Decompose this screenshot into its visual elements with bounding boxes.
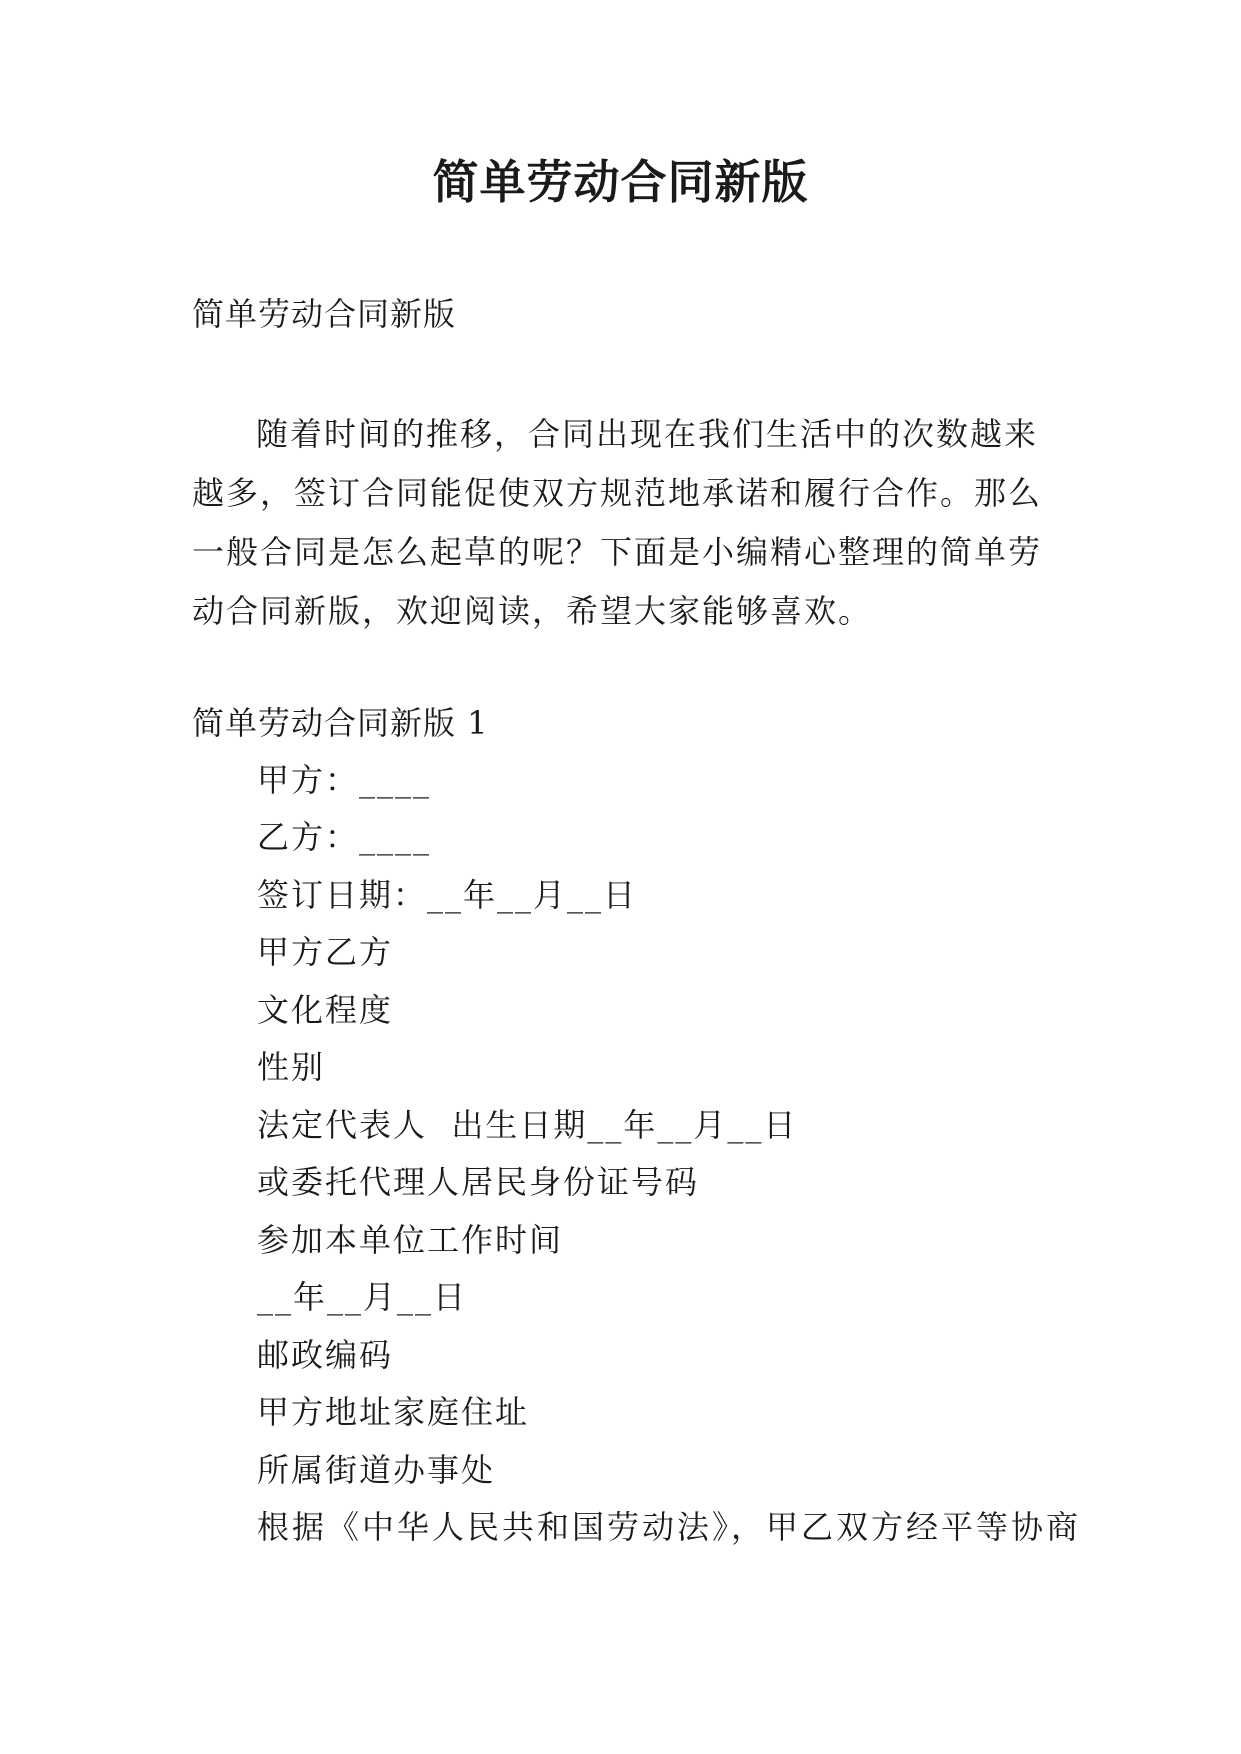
subdistrict-line: 所属街道办事处 <box>257 1451 496 1489</box>
document-title: 简单劳动合同新版 <box>432 155 809 209</box>
parties-line: 甲方乙方 <box>257 933 394 971</box>
work-start-date-line: __年__月__日 <box>257 1278 468 1316</box>
address-line: 甲方地址家庭住址 <box>257 1393 530 1431</box>
document-subtitle: 简单劳动合同新版 <box>192 295 457 333</box>
section-heading: 简单劳动合同新版 1 <box>192 704 489 742</box>
intro-paragraph: 随着时间的推移，合同出现在我们生活中的次数越来越多，签订合同能促使双方规范地承诺和履行合作。那么一般合同是怎么起草的呢？下面是小编精心整理的简单劳动合同新版，欢迎阅读，希望大家能够喜欢。 <box>192 415 1043 630</box>
legal-representative-line: 法定代表人 出生日期__年__月__日 <box>257 1106 798 1144</box>
party-a-line: 甲方：____ <box>257 761 432 799</box>
gender-line: 性别 <box>257 1048 326 1086</box>
agent-id-line: 或委托代理人居民身份证号码 <box>257 1163 700 1201</box>
party-b-line: 乙方：____ <box>257 818 432 856</box>
work-start-line: 参加本单位工作时间 <box>257 1221 564 1259</box>
education-line: 文化程度 <box>257 991 394 1029</box>
postal-code-line: 邮政编码 <box>257 1336 394 1374</box>
signing-date-line: 签订日期：__年__月__日 <box>257 876 638 914</box>
labor-law-line: 根据《中华人民共和国劳动法》，甲乙双方经平等协商 <box>257 1508 1082 1546</box>
